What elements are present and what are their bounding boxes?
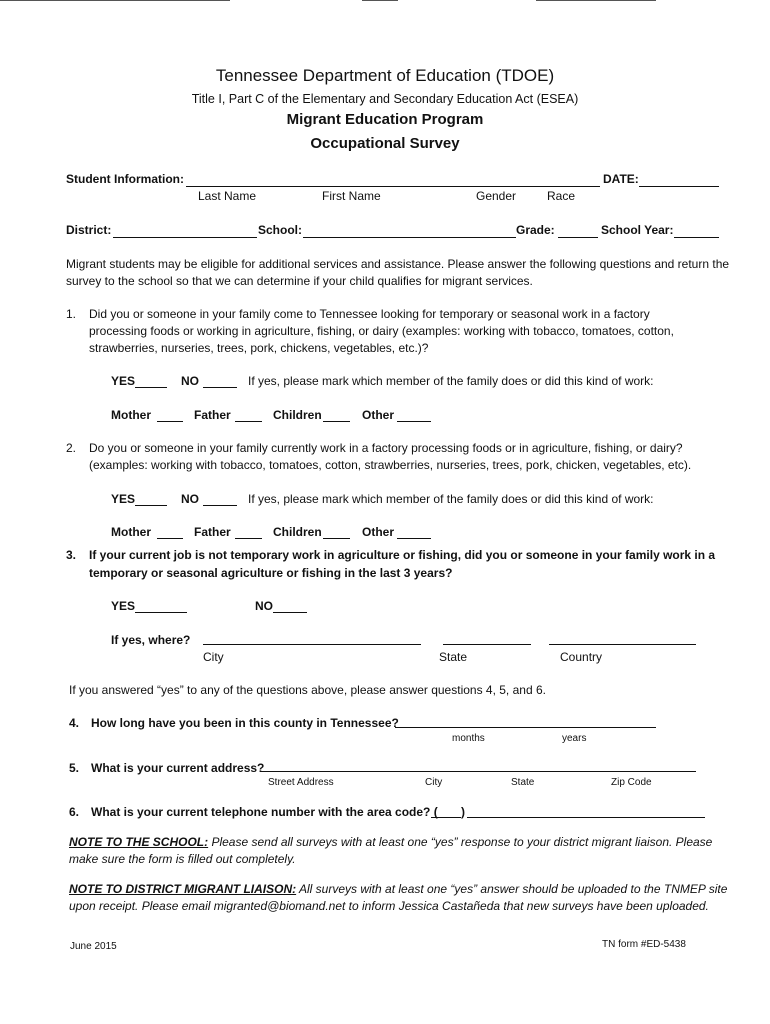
q3-yes-field[interactable]	[135, 612, 187, 613]
district-label: District:	[66, 223, 112, 237]
q5-street-caption: Street Address	[268, 777, 334, 788]
q2-father-field[interactable]	[235, 538, 262, 539]
q3-state-field[interactable]	[443, 644, 531, 645]
q6-close-paren: )	[461, 805, 465, 819]
q3-text-line1: If your current job is not temporary work in agriculture or fishing, did you or someone in your family work in a	[89, 548, 716, 562]
q3-no-label: NO	[255, 599, 273, 613]
q4-text: How long have you been in this county in Tennessee?	[91, 716, 399, 730]
q3-state-caption: State	[439, 650, 468, 664]
q6-number: 6.	[69, 805, 80, 819]
q3-text-line2: temporary or seasonal agriculture or fishing in the last 3 years?	[89, 566, 453, 580]
q1-yes-field[interactable]	[135, 387, 167, 388]
q3-number: 3.	[66, 548, 77, 562]
district-field[interactable]	[113, 237, 257, 238]
q1-text-line1: Did you or someone in your family come to Tennessee looking for temporary or seasonal work in a factory	[89, 307, 650, 321]
q3-country-field[interactable]	[549, 644, 696, 645]
q2-mother-field[interactable]	[157, 538, 183, 539]
scan-artifact-line	[536, 0, 656, 1]
q6-phone-field[interactable]	[467, 817, 705, 818]
q3-where-label: If yes, where?	[111, 633, 191, 647]
note-to-school-label: NOTE TO THE SCHOOL:	[69, 835, 209, 849]
grade-label: Grade:	[516, 223, 555, 237]
q3-no-field[interactable]	[273, 612, 307, 613]
q6-text: What is your current telephone number with the area code? (	[91, 805, 438, 819]
q3-country-caption: Country	[560, 650, 603, 664]
q1-father-field[interactable]	[235, 421, 262, 422]
q1-number: 1.	[66, 307, 77, 321]
q5-number: 5.	[69, 761, 80, 775]
scan-artifact-line	[0, 0, 230, 1]
q5-address-field[interactable]	[260, 771, 696, 772]
q1-mother-label: Mother	[111, 408, 151, 422]
q2-yes-field[interactable]	[135, 505, 167, 506]
q2-ifyes-text: If yes, please mark which member of the family does or did this kind of work:	[248, 492, 654, 506]
program-name: Migrant Education Program	[286, 111, 484, 128]
q2-yes-label: YES	[111, 492, 136, 506]
q5-zip-caption: Zip Code	[611, 777, 652, 788]
note-to-district-label: NOTE TO DISTRICT MIGRANT LIAISON:	[69, 882, 297, 896]
q1-children-label: Children	[273, 408, 322, 422]
school-label: School:	[258, 223, 302, 237]
date-field[interactable]	[639, 186, 719, 187]
form-name: Occupational Survey	[310, 135, 460, 152]
q2-children-label: Children	[273, 525, 322, 539]
scan-artifact-line	[362, 0, 398, 1]
q2-other-label: Other	[362, 525, 395, 539]
q1-text-line2: processing foods or working in agriculture, fishing, or dairy (examples: working with tobacco, tomatoes, cotton,	[89, 324, 674, 338]
footer-date: June 2015	[70, 941, 117, 952]
note-to-district	[69, 881, 739, 915]
q1-other-field[interactable]	[397, 421, 431, 422]
q1-no-field[interactable]	[203, 387, 237, 388]
q1-ifyes-text: If yes, please mark which member of the family does or did this kind of work:	[248, 374, 654, 388]
q3-city-field[interactable]	[203, 644, 421, 645]
q2-father-label: Father	[194, 525, 231, 539]
q2-mother-label: Mother	[111, 525, 151, 539]
first-name-caption: First Name	[322, 189, 381, 203]
document-title: Tennessee Department of Education (TDOE)	[215, 66, 555, 85]
q1-children-field[interactable]	[323, 421, 350, 422]
q1-mother-field[interactable]	[157, 421, 183, 422]
intro-paragraph: Migrant students may be eligible for additional services and assistance. Please answer the following questions and return the survey to the school so that we can determine if your child qualifies for migrant services.	[66, 257, 730, 288]
q1-no-label: NO	[181, 374, 199, 388]
q2-number: 2.	[66, 441, 77, 455]
note-to-district-text: All surveys with at least one “yes” answer should be uploaded to the TNMEP site upon receipt. Please email migranted@biomand.net to inform Jessica Castañeda that new surveys have been uploaded.	[69, 882, 728, 913]
footer-form-number: TN form #ED-5438	[602, 939, 686, 950]
gender-caption: Gender	[476, 189, 517, 203]
q3-city-caption: City	[203, 650, 224, 664]
q5-state-caption: State	[511, 777, 535, 788]
document-subtitle: Title I, Part C of the Elementary and Secondary Education Act (ESEA)	[191, 92, 579, 106]
q6-area-code-field[interactable]	[431, 817, 461, 818]
school-year-label: School Year:	[601, 223, 674, 237]
school-year-field[interactable]	[674, 237, 719, 238]
q2-text-line2: (examples: working with tobacco, tomatoes, cotton, strawberries, nurseries, trees, pork, chicken, vegetables, etc).	[89, 458, 692, 472]
q5-text: What is your current address?	[91, 761, 265, 775]
q4-answer-field[interactable]	[395, 727, 656, 728]
q2-no-label: NO	[181, 492, 199, 506]
date-label: DATE:	[603, 172, 639, 186]
q1-yes-label: YES	[111, 374, 136, 388]
last-name-caption: Last Name	[198, 189, 257, 203]
q1-father-label: Father	[194, 408, 231, 422]
q2-no-field[interactable]	[203, 505, 237, 506]
q1-other-label: Other	[362, 408, 395, 422]
student-info-field[interactable]	[186, 186, 600, 187]
student-info-label: Student Information:	[66, 172, 184, 186]
grade-field[interactable]	[558, 237, 598, 238]
q3-yes-label: YES	[111, 599, 136, 613]
q1-text-line3: strawberries, nurseries, trees, pork, chickens, vegetables, etc.)?	[89, 341, 429, 355]
q2-other-field[interactable]	[397, 538, 431, 539]
q4-years-caption: years	[562, 733, 587, 744]
q4-months-caption: months	[452, 733, 485, 744]
q2-children-field[interactable]	[323, 538, 350, 539]
q5-city-caption: City	[425, 777, 443, 788]
note-to-school-text: Please send all surveys with at least one “yes” response to your district migrant liaison. Please make sure the form is filled out completely.	[69, 835, 713, 866]
followup-text: If you answered “yes” to any of the questions above, please answer questions 4, 5, and 6.	[69, 683, 546, 697]
q2-text-line1: Do you or someone in your family currently work in a factory processing foods or in agriculture, fishing, or dairy?	[89, 441, 683, 455]
note-to-school	[69, 834, 739, 868]
race-caption: Race	[547, 189, 576, 203]
q4-number: 4.	[69, 716, 80, 730]
school-field[interactable]	[303, 237, 516, 238]
